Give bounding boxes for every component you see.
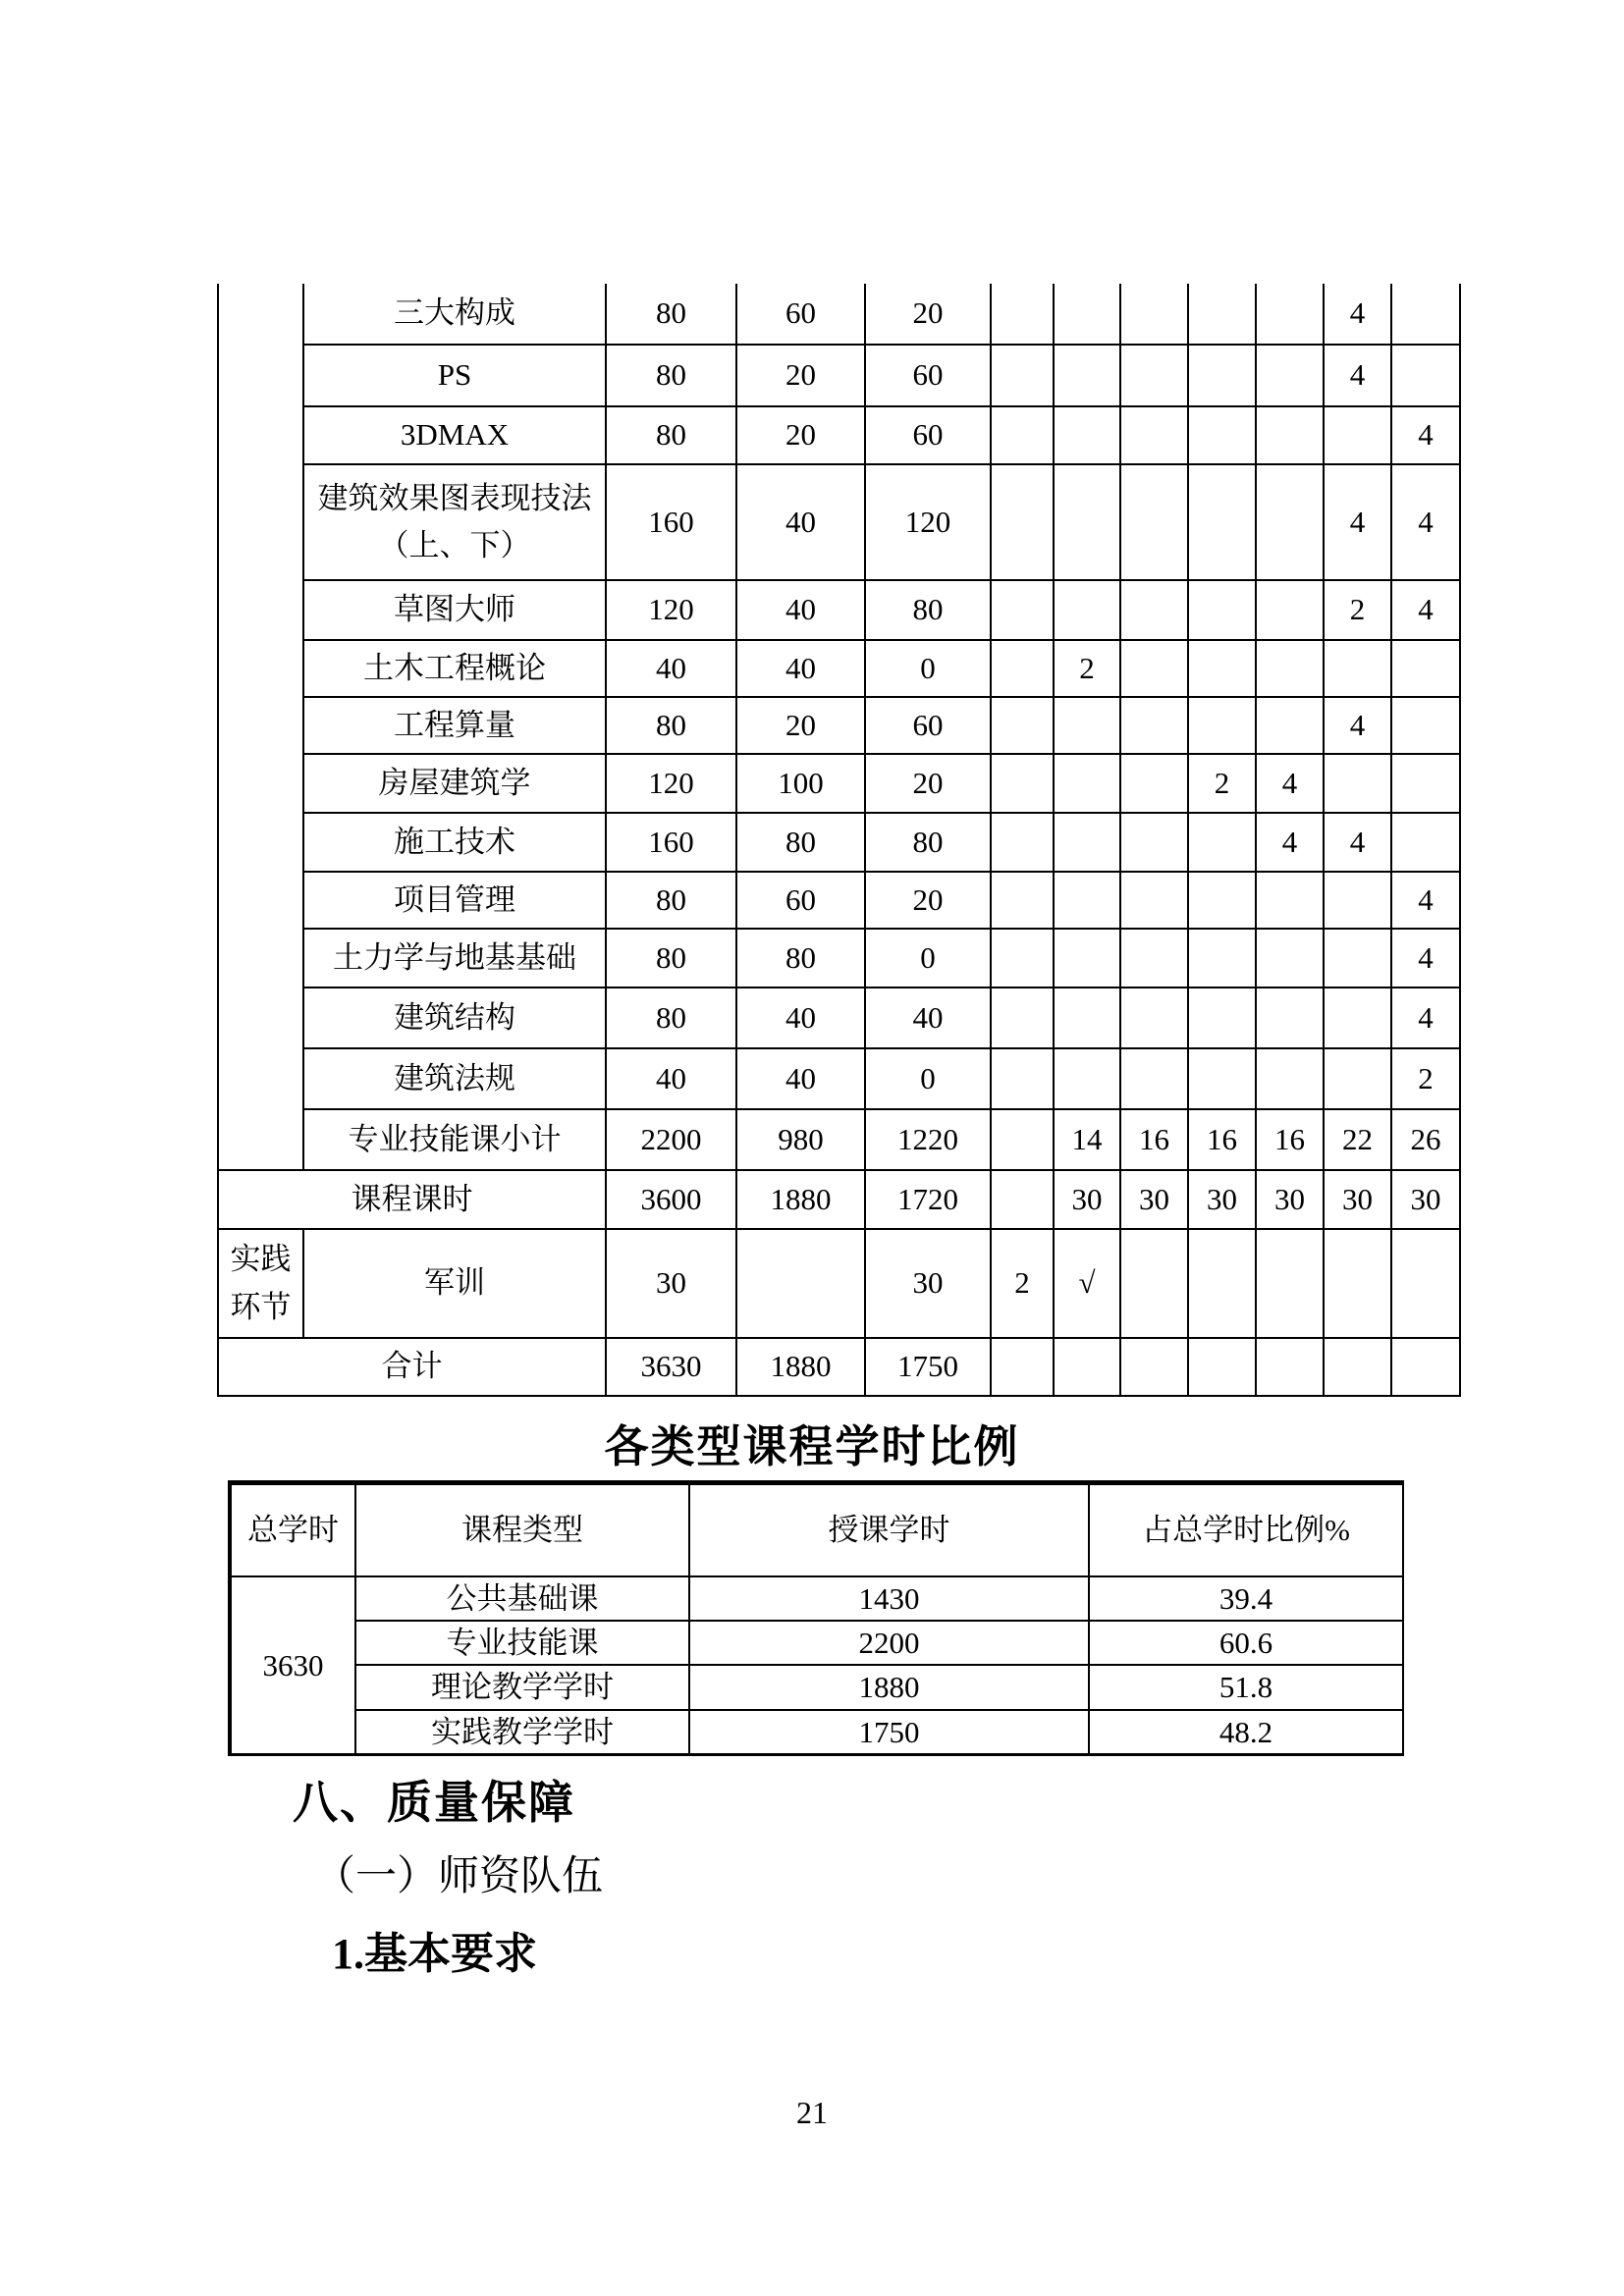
curriculum-table	[217, 284, 1461, 1397]
page-number: 21	[796, 2095, 828, 2130]
sem-cell: 2	[1391, 1048, 1460, 1109]
sem-cell: 4	[1324, 345, 1391, 406]
sem-cell	[1324, 640, 1391, 697]
practice-hours-cell: 60	[865, 697, 991, 754]
sem-cell: 4	[1391, 872, 1460, 929]
sem-cell	[1256, 929, 1324, 988]
course-type-cell: 公共基础课	[355, 1576, 689, 1621]
sem-cell: 4	[1324, 284, 1391, 345]
sem-cell	[991, 345, 1054, 406]
course-name-line1: 建筑效果图表现技法	[317, 480, 592, 515]
sem-cell	[1054, 345, 1120, 406]
sem-cell	[1054, 988, 1120, 1048]
sem-cell	[1256, 640, 1324, 697]
sem-cell	[1188, 1229, 1256, 1338]
theory-hours-cell: 60	[736, 872, 865, 929]
course-name-cell: 军训	[303, 1229, 606, 1338]
total-hours-cell: 3630	[606, 1338, 736, 1396]
course-name-line2: （上、下）	[378, 528, 531, 562]
practice-hours-cell: 1750	[865, 1338, 991, 1396]
sem-cell: 16	[1256, 1109, 1324, 1170]
practice-hours-cell: 0	[865, 640, 991, 697]
course-name-cell: 草图大师	[303, 580, 606, 640]
sem-cell	[1054, 929, 1120, 988]
practice-hours-cell: 0	[865, 929, 991, 988]
table-row	[218, 406, 1460, 464]
table-row	[218, 872, 1460, 929]
sem-cell	[991, 640, 1054, 697]
sem-cell	[1391, 754, 1460, 813]
theory-hours-cell: 980	[736, 1109, 865, 1170]
sem-cell	[991, 1338, 1054, 1396]
table-row	[218, 754, 1460, 813]
sem-cell: 4	[1256, 813, 1324, 872]
sem-cell	[1188, 1338, 1256, 1396]
header-teaching-hours: 授课学时	[689, 1483, 1089, 1576]
practice-hours-cell: 60	[865, 345, 991, 406]
sem-cell: 16	[1120, 1109, 1188, 1170]
sem-cell	[1324, 872, 1391, 929]
total-hours-cell: 120	[606, 580, 736, 640]
sem-cell: 30	[1256, 1170, 1324, 1229]
header-total-hours: 总学时	[230, 1483, 355, 1576]
sem-cell	[1054, 464, 1120, 580]
sem-cell	[1188, 640, 1256, 697]
sem-cell	[1324, 1229, 1391, 1338]
sem-cell: 4	[1324, 464, 1391, 580]
sem-cell: 26	[1391, 1109, 1460, 1170]
header-percentage: 占总学时比例%	[1089, 1483, 1403, 1576]
sem-cell	[1054, 697, 1120, 754]
sem-cell	[1256, 284, 1324, 345]
practice-hours-cell: 80	[865, 580, 991, 640]
practice-phase-line2: 环节	[230, 1289, 292, 1324]
hours-cell: 1430	[689, 1576, 1089, 1621]
table-row	[218, 813, 1460, 872]
hours-cell: 2200	[689, 1621, 1089, 1665]
course-name-cell: 土力学与地基基础	[303, 929, 606, 988]
table-row	[218, 929, 1460, 988]
course-name-cell: 三大构成	[303, 284, 606, 345]
percentage-cell: 48.2	[1089, 1710, 1403, 1755]
table-row-course-hours	[218, 1170, 1460, 1229]
heading-teaching-staff: （一）师资队伍	[314, 1854, 604, 1899]
sem-cell	[1054, 580, 1120, 640]
sem-cell: 2	[1054, 640, 1120, 697]
table-row	[230, 1576, 1403, 1621]
table-row	[218, 284, 1460, 345]
sem-cell	[1188, 929, 1256, 988]
sem-cell: 2	[1324, 580, 1391, 640]
header-course-type: 课程类型	[355, 1483, 689, 1576]
sem-cell	[1391, 284, 1460, 345]
total-hours-cell: 2200	[606, 1109, 736, 1170]
sem-cell	[1054, 754, 1120, 813]
sem-cell	[1188, 580, 1256, 640]
sem-cell	[1324, 1338, 1391, 1396]
course-name-cell	[303, 464, 606, 580]
course-name-cell: 3DMAX	[303, 406, 606, 464]
total-hours-cell: 30	[606, 1229, 736, 1338]
sem-cell	[1324, 929, 1391, 988]
theory-hours-cell	[736, 1229, 865, 1338]
sem-cell: 4	[1391, 464, 1460, 580]
sem-cell	[1256, 345, 1324, 406]
table-row	[218, 1048, 1460, 1109]
total-hours-cell: 80	[606, 697, 736, 754]
practice-hours-cell: 1220	[865, 1109, 991, 1170]
sem-cell	[1120, 345, 1188, 406]
practice-hours-cell: 20	[865, 872, 991, 929]
sem-cell	[1188, 697, 1256, 754]
sem-cell	[1324, 1048, 1391, 1109]
sem-cell	[991, 929, 1054, 988]
sem-cell	[991, 754, 1054, 813]
sem-cell: 30	[1188, 1170, 1256, 1229]
total-hours-cell: 80	[606, 406, 736, 464]
theory-hours-cell: 20	[736, 697, 865, 754]
sem-cell	[1391, 1229, 1460, 1338]
sem-cell	[1120, 988, 1188, 1048]
table-row	[218, 640, 1460, 697]
total-hours-cell: 80	[606, 345, 736, 406]
sem-cell	[1256, 580, 1324, 640]
practice-hours-cell: 1720	[865, 1170, 991, 1229]
hours-ratio-table	[228, 1480, 1404, 1756]
total-hours-cell: 160	[606, 813, 736, 872]
practice-hours-cell: 30	[865, 1229, 991, 1338]
percentage-cell: 39.4	[1089, 1576, 1403, 1621]
percentage-cell: 51.8	[1089, 1665, 1403, 1709]
sem-cell	[1120, 929, 1188, 988]
table-row-subtotal	[218, 1109, 1460, 1170]
table-row-military-training	[218, 1229, 1460, 1338]
table-row	[218, 988, 1460, 1048]
sem-cell	[1391, 813, 1460, 872]
practice-hours-cell: 120	[865, 464, 991, 580]
practice-hours-cell: 0	[865, 1048, 991, 1109]
sem-cell: 4	[1391, 929, 1460, 988]
sem-cell: 4	[1391, 580, 1460, 640]
table-row	[218, 345, 1460, 406]
total-hours-cell: 80	[606, 284, 736, 345]
total-hours-cell: 40	[606, 640, 736, 697]
sem-cell	[991, 406, 1054, 464]
hours-cell: 1750	[689, 1710, 1089, 1755]
sem-cell	[1054, 872, 1120, 929]
course-type-cell: 专业技能课	[355, 1621, 689, 1665]
sem-cell	[1188, 406, 1256, 464]
sem-cell: 16	[1188, 1109, 1256, 1170]
sem-cell	[991, 988, 1054, 1048]
sem-cell	[1256, 1338, 1324, 1396]
theory-hours-cell: 20	[736, 406, 865, 464]
course-name-cell: PS	[303, 345, 606, 406]
total-hours-cell: 40	[606, 1048, 736, 1109]
sem-cell: 30	[1324, 1170, 1391, 1229]
sem-cell	[1120, 872, 1188, 929]
sem-cell	[991, 813, 1054, 872]
sem-cell	[1324, 754, 1391, 813]
sem-cell	[991, 1109, 1054, 1170]
sem-cell	[1120, 406, 1188, 464]
sem-cell: 30	[1391, 1170, 1460, 1229]
sem-cell	[1188, 464, 1256, 580]
table-row	[230, 1621, 1403, 1665]
sem-cell	[1256, 697, 1324, 754]
sem-cell	[1120, 464, 1188, 580]
sem-cell	[1188, 1048, 1256, 1109]
sem-cell	[1054, 1048, 1120, 1109]
total-hours-cell: 3600	[606, 1170, 736, 1229]
sem-cell	[991, 1048, 1054, 1109]
theory-hours-cell: 40	[736, 580, 865, 640]
course-name-cell: 工程算量	[303, 697, 606, 754]
percentage-cell: 60.6	[1089, 1621, 1403, 1665]
sem-cell	[1120, 580, 1188, 640]
sem-cell	[1120, 813, 1188, 872]
sem-cell	[1120, 1338, 1188, 1396]
sem-cell	[1054, 1338, 1120, 1396]
theory-hours-cell: 40	[736, 464, 865, 580]
sem-cell	[1120, 1229, 1188, 1338]
theory-hours-cell: 40	[736, 988, 865, 1048]
theory-hours-cell: 1880	[736, 1338, 865, 1396]
sem-cell	[1054, 406, 1120, 464]
sem-cell	[1054, 284, 1120, 345]
practice-hours-cell: 40	[865, 988, 991, 1048]
sem-cell: 2	[991, 1229, 1054, 1338]
sem-cell	[1256, 1229, 1324, 1338]
course-type-cell: 实践教学学时	[355, 1710, 689, 1755]
table-row	[230, 1710, 1403, 1755]
sem-cell	[1120, 1048, 1188, 1109]
sem-cell: 4	[1256, 754, 1324, 813]
theory-hours-cell: 80	[736, 929, 865, 988]
course-name-cell: 房屋建筑学	[303, 754, 606, 813]
heading-basic-requirements: 1.基本要求	[332, 1930, 537, 1978]
theory-hours-cell: 40	[736, 1048, 865, 1109]
course-name-cell: 项目管理	[303, 872, 606, 929]
course-name-cell: 建筑结构	[303, 988, 606, 1048]
sem-cell: 2	[1188, 754, 1256, 813]
sem-cell	[1391, 345, 1460, 406]
sem-cell: 30	[1120, 1170, 1188, 1229]
theory-hours-cell: 60	[736, 284, 865, 345]
sem-cell	[1188, 872, 1256, 929]
course-name-cell: 土木工程概论	[303, 640, 606, 697]
sem-cell	[991, 464, 1054, 580]
table-row	[218, 697, 1460, 754]
sem-cell	[991, 1170, 1054, 1229]
practice-hours-cell: 80	[865, 813, 991, 872]
theory-hours-cell: 80	[736, 813, 865, 872]
total-hours-cell: 80	[606, 929, 736, 988]
practice-hours-cell: 20	[865, 284, 991, 345]
sem-cell	[1324, 988, 1391, 1048]
sem-cell: 22	[1324, 1109, 1391, 1170]
table-row	[218, 580, 1460, 640]
sem-cell-checkmark: √	[1054, 1229, 1120, 1338]
sem-cell	[1188, 813, 1256, 872]
sem-cell	[1256, 988, 1324, 1048]
course-name-cell: 施工技术	[303, 813, 606, 872]
total-hours-cell: 80	[606, 872, 736, 929]
sem-cell: 4	[1324, 697, 1391, 754]
sem-cell	[991, 284, 1054, 345]
sem-cell	[1120, 697, 1188, 754]
sem-cell: 4	[1391, 988, 1460, 1048]
theory-hours-cell: 20	[736, 345, 865, 406]
row-label-cell: 合计	[218, 1338, 606, 1396]
sem-cell	[1120, 754, 1188, 813]
sem-cell	[1188, 345, 1256, 406]
theory-hours-cell: 100	[736, 754, 865, 813]
sem-cell	[1391, 640, 1460, 697]
practice-hours-cell: 60	[865, 406, 991, 464]
practice-hours-cell: 20	[865, 754, 991, 813]
sem-cell	[1256, 1048, 1324, 1109]
sem-cell	[1324, 406, 1391, 464]
sem-cell	[991, 580, 1054, 640]
header-row	[230, 1483, 1403, 1576]
sem-cell	[1391, 1338, 1460, 1396]
sem-cell: 4	[1324, 813, 1391, 872]
sem-cell	[991, 697, 1054, 754]
sem-cell	[1256, 872, 1324, 929]
row-label-cell: 课程课时	[218, 1170, 606, 1229]
theory-hours-cell: 40	[736, 640, 865, 697]
heading-quality-assurance: 八、质量保障	[293, 1777, 575, 1828]
category-cell-empty	[218, 284, 303, 1170]
course-name-cell: 专业技能课小计	[303, 1109, 606, 1170]
hours-cell: 1880	[689, 1665, 1089, 1709]
sem-cell	[991, 872, 1054, 929]
table-row-grand-total	[218, 1338, 1460, 1396]
table-row	[230, 1665, 1403, 1709]
sem-cell: 14	[1054, 1109, 1120, 1170]
sem-cell	[1120, 640, 1188, 697]
sem-cell	[1256, 464, 1324, 580]
sem-cell	[1054, 813, 1120, 872]
total-hours-cell: 160	[606, 464, 736, 580]
sem-cell: 30	[1054, 1170, 1120, 1229]
sem-cell	[1188, 284, 1256, 345]
total-hours-cell: 120	[606, 754, 736, 813]
theory-hours-cell: 1880	[736, 1170, 865, 1229]
practice-phase-cell	[218, 1229, 303, 1338]
ratio-table-title: 各类型课程学时比例	[604, 1422, 1020, 1471]
course-type-cell: 理论教学学时	[355, 1665, 689, 1709]
table-row	[218, 464, 1460, 580]
course-name-cell: 建筑法规	[303, 1048, 606, 1109]
total-hours-cell: 80	[606, 988, 736, 1048]
sem-cell	[1188, 988, 1256, 1048]
sem-cell	[1120, 284, 1188, 345]
sem-cell: 4	[1391, 406, 1460, 464]
total-hours-value-cell: 3630	[230, 1576, 355, 1755]
practice-phase-line1: 实践	[230, 1242, 292, 1277]
sem-cell	[1391, 697, 1460, 754]
sem-cell	[1256, 406, 1324, 464]
